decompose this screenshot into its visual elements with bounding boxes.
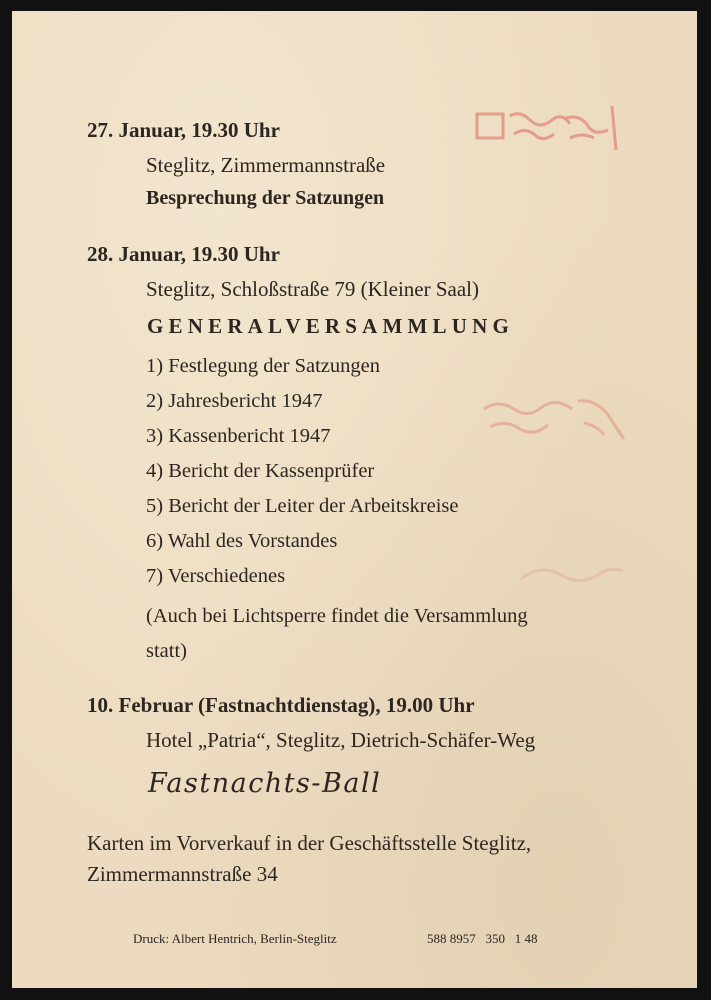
stamp-mark-middle (480, 389, 630, 449)
event-2-location: Steglitz, Schloßstraße 79 (Kleiner Saal) (146, 277, 479, 301)
stamp-mark-top (474, 104, 624, 154)
event-1-topic: Besprechung der Satzungen (146, 187, 385, 209)
agenda-item: 5) Bericht der Leiter der Arbeitskreise (146, 495, 459, 517)
event-1-location: Steglitz, Zimmermannstraße (146, 153, 386, 177)
printer-imprint: Druck: Albert Hentrich, Berlin-Steglitz (133, 931, 337, 946)
tickets-line-2: Zimmermannstraße 34 (87, 862, 278, 886)
event-3-title: Fastnachts-Ball (148, 768, 382, 799)
event-3-heading: 10. Februar (Fastnachtdienstag), 19.00 Uhr (87, 693, 475, 717)
agenda-item: 1) Festlegung der Satzungen (146, 355, 380, 377)
agenda-item: 7) Verschiedenes (146, 565, 286, 587)
agenda-item: 3) Kassenbericht 1947 (146, 425, 331, 447)
flyer-page (12, 11, 697, 988)
agenda-item: 2) Jahresbericht 1947 (146, 390, 323, 412)
event-1-heading: 27. Januar, 19.30 Uhr (87, 118, 280, 142)
event-2-heading: 28. Januar, 19.30 Uhr (87, 242, 280, 266)
event-3-location: Hotel „Patria“, Steglitz, Dietrich-Schäfer-Weg (146, 728, 536, 752)
agenda-item: 6) Wahl des Vorstandes (146, 530, 338, 552)
stamp-mark-lower (517, 551, 627, 591)
event-2-note-continued: statt) (146, 640, 187, 662)
print-code: 588 8957 350 1 48 (427, 931, 538, 946)
event-2-note: (Auch bei Lichtsperre findet die Versammlung (146, 605, 528, 627)
tickets-line-1: Karten im Vorverkauf in der Geschäftsstelle Steglitz, (87, 831, 532, 855)
agenda-item: 4) Bericht der Kassenprüfer (146, 460, 375, 482)
event-2-topic: GENERALVERSAMMLUNG (147, 314, 515, 338)
